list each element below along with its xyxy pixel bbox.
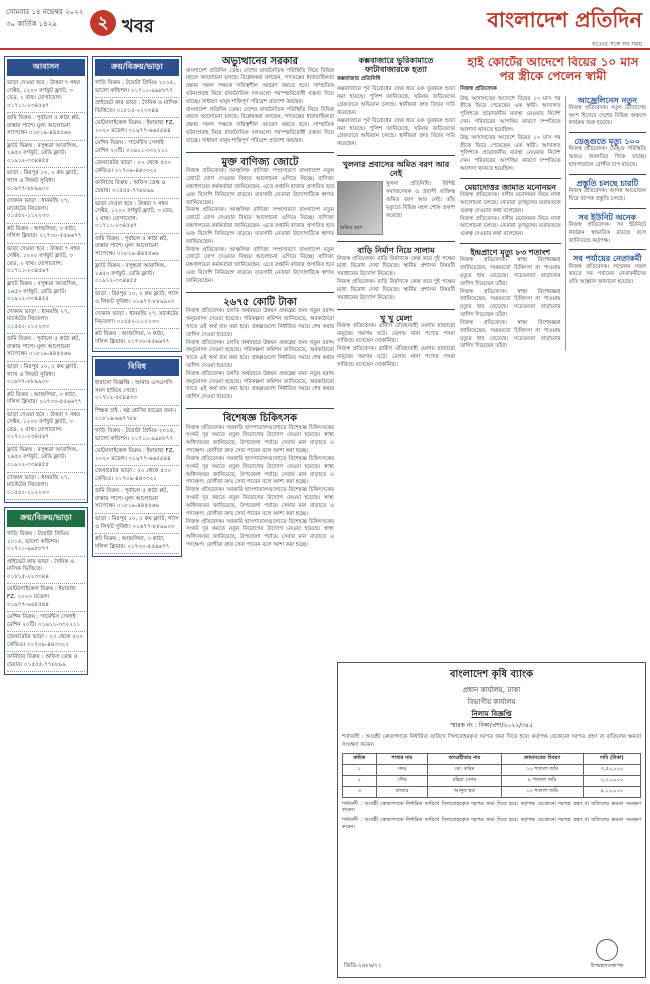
table-header: জামানতের বিবরণ xyxy=(501,753,583,764)
article-body: খুলনা প্রতিনিধি। বিশিষ্ট সমাজসেবক ও প্রবাসী ব্যক্তিত্ব অমিত বরণ আর নেই। তাঁর মৃত্যুতে বিভিন্ন মহল শোক প্রকাশ করেছে। xyxy=(386,181,455,219)
article-body: বাংলাদেশ প্রতিদিন ডেস্ক। দেশের রাজনৈতিক পরিস্থিতি নিয়ে বিভিন্ন মহলে আলোচনা চলছে। বিশ্লেষকরা বলছেন, গণতন্ত্রের ধারাবাহিকতা রক্ষায় সকল পক্ষকে দায়িত্বশীল আচরণ করতে হবে। সাম্প্রতিক ঘটনাপ্রবাহ নিয়ে রাজনৈতিক দলগুলো পরস্পরবিরোধী বক্তব্য দিয়ে যাচ্ছে। সাধারণ মানুষ শান্তিপূর্ণ পরিবেশ প্রত্যাশা করছেন। xyxy=(186,67,334,105)
article-body: নিজস্ব প্রতিবেদক। দলীয় মনোনয়ন নিয়ে নানা আলোচনা চলছে। নেতারা তৃণমূলের মতামতকে গুরুত্ব দেওয়ার কথা বলেছেন। xyxy=(460,215,561,238)
side-headline: ডেঙ্গুতে মৃত্যু ১০০ xyxy=(574,136,640,147)
article-headline: খুলনার প্রবাসের অমিত বরণ আর নেই xyxy=(342,159,450,179)
section-title: খবর xyxy=(122,16,154,37)
classified-column-a xyxy=(4,56,88,976)
article-body: নিজস্ব প্রতিবেদক। সরকারি হাসপাতালগুলোতে বিশেষজ্ঞ চিকিৎসকের সংকট দূর করতে নতুন নিয়োগের উদ্যোগ নেওয়া হয়েছে। স্বাস্থ্য অধিদফতর জানিয়েছে, উপজেলা পর্যায়ে সেবার মান বাড়াতে এ পদক্ষেপ। রোগীরা দ্রুত সেবা পাবেন বলে আশা করা হচ্ছে। xyxy=(186,424,334,455)
signer-title: উপমহাব্যবস্থাপক xyxy=(590,963,624,969)
auction-notice xyxy=(337,662,646,978)
classified-item: ভাড়া : মিরপুর ১০, ২ রুম ফ্ল্যাট, গ্যাস ও লিফট সুবিধা। ০১৬৭৭-৮৮৯৯০০ xyxy=(7,168,85,196)
article-body: নিজস্ব প্রতিবেদক। ডেঙ্গু পরিস্থিতি আরও অবনতির দিকে যাচ্ছে। হাসপাতালে রোগীর চাপ বাড়ছে। xyxy=(568,146,646,169)
article-body: নিজস্ব প্রতিবেদক। আঞ্চলিক বাণিজ্য সম্প্রসারণে বাংলাদেশ নতুন জোটে যোগ দেওয়ার বিষয়ে আলোচনা এগিয়ে নিচ্ছে। বাণিজ্য মন্ত্রণালয়ের কর্মকর্তারা জানিয়েছেন, এতে রপ্তানি বাজার প্রসারিত হবে এবং বিদেশি বিনিয়োগ বাড়বে। ব্যবসায়ী নেতারা উদ্যোগটিকে স্বাগত জানিয়েছেন। xyxy=(186,246,334,284)
classified-item: দোকান ভাড়া : ধানমন্ডি ২৭, মার্কেটের নিচতলা। ০১৫৫২-১১২২৩৩ xyxy=(7,307,85,335)
article-body: নিজস্ব প্রতিবেদক। আঞ্চলিক বাণিজ্য সম্প্রসারণে বাংলাদেশ নতুন জোটে যোগ দেওয়ার বিষয়ে আলোচনা এগিয়ে নিচ্ছে। বাণিজ্য মন্ত্রণালয়ের কর্মকর্তারা জানিয়েছেন, এতে রপ্তানি বাজার প্রসারিত হবে এবং বিদেশি বিনিয়োগ বাড়বে। ব্যবসায়ী নেতারা উদ্যোগটিকে স্বাগত জানিয়েছেন। xyxy=(186,168,334,206)
article-doctors xyxy=(186,413,334,550)
article-headline: মুক্ত বাণিজ্য জোটে xyxy=(221,156,299,168)
table-header: দাবি (টাকা) xyxy=(583,753,640,764)
table-header: শাখার নাম xyxy=(376,753,428,764)
article-body: নিজস্ব প্রতিবেদক। দলীয় মনোনয়ন নিয়ে নানা আলোচনা চলছে। নেতারা তৃণমূলের মতামতকে গুরুত্ব দেওয়ার কথা বলেছেন। xyxy=(460,192,561,214)
classified-item: প্লট বিক্রয় : আশুলিয়া, ৩ কাঠা, দলিল ক্লিয়ার। ০১৭৩০-৫৫৬৬৭৭ xyxy=(95,329,179,349)
table-cell: ১২ শতাংশ জমি xyxy=(501,786,583,797)
article-body: নিজস্ব প্রতিবেদক। বাড়ি নির্মাণকে কেন্দ্র করে দুই পক্ষের মধ্যে বিরোধ দেখা দিয়েছে। স্থানীয় প্রশাসন বিষয়টি সমাধানের উদ্যোগ নিয়েছে। xyxy=(337,255,455,278)
article-body: নিজস্ব প্রতিবেদক। নতুন উদ্যোগের অংশ হিসেবে দেশের বিভিন্ন অঞ্চলে কার্যক্রম শুরু হয়েছে। xyxy=(568,104,646,127)
article-body: নিজস্ব প্রতিবেদক। বাড়ি নির্মাণকে কেন্দ্র করে দুই পক্ষের মধ্যে বিরোধ দেখা দিয়েছে। স্থানীয় প্রশাসন বিষয়টি সমাধানের উদ্যোগ নিয়েছে। xyxy=(337,279,455,301)
seal-icon xyxy=(596,939,618,961)
classified-heading: আবাসন xyxy=(7,59,85,76)
classified-item: ভাড়া : মিরপুর ১০, ২ রুম ফ্ল্যাট, গ্যাস ও লিফট সুবিধা। ০১৬৭৭-৮৮৯৯০০ xyxy=(95,289,179,309)
classified-item: মেশিন বিক্রয় : গার্মেন্টস সেলাই মেশিন ২০টি। ০১৬১১-৩৩২২১১ xyxy=(7,612,85,632)
classified-item: গাড়ি বিক্রয় : টয়োটা প্রিমিও ২০১৫, ভালো কন্ডিশন। ০১৭১১-৯৯৮৮৭৭ xyxy=(7,529,85,557)
article-headline: বাড়ি নির্মাণ নিয়ে সালাম xyxy=(357,245,435,256)
notice-dept: বিভাগীয় কার্যালয় xyxy=(467,698,516,706)
news-column-e xyxy=(460,56,646,656)
article-government xyxy=(186,56,334,146)
notice-terms: শর্তাবলী : আগ্রহী ক্রেতাগণকে নির্ধারিত তারিখে সিলমোহরকৃত দরপত্র জমা দিতে হবে। কর্তৃপক্ষ যেকোনো দরপত্র গ্রহণ বা বাতিলের ক্ষমতা সংরক্ষণ করেন। xyxy=(342,800,641,814)
classified-item: ফ্ল্যাট বিক্রয় : বসুন্ধরা আবাসিক, ১৬৫০ বর্গফুট, রেডি ফ্ল্যাট। ০১৯১২-৩৩৪৪৫৫ xyxy=(95,261,179,289)
classified-box-sale xyxy=(4,507,88,675)
notice-headline: নিলাম বিজ্ঞপ্তি xyxy=(471,710,512,718)
classified-item: জমি বিক্রয় : পূর্বাচল ৫ কাঠা প্লট, রাস্তার পাশে। মূল্য আলোচনা সাপেক্ষে। ০১৮১৯-৪৪৫৫৬৬ xyxy=(7,334,85,362)
article-body: কক্সবাজারে পূর্ব বিরোধের জের ধরে এক যুবককে হত্যা করা হয়েছে। পুলিশ জানিয়েছে, ঘটনায় জড়িতদের গ্রেফতারে অভিযান চলছে। স্থানীয়রা দ্রুত বিচার দাবি করেছেন। xyxy=(337,86,455,116)
notice-table xyxy=(342,753,641,798)
notice-office: প্রধান কার্যালয়, ঢাকা xyxy=(462,686,521,694)
classified-column-b xyxy=(92,56,182,976)
classified-item: প্লট বিক্রয় : আশুলিয়া, ৩ কাঠা, দলিল ক্লিয়ার। ০১৭৩০-৫৫৬৬৭৭ xyxy=(95,534,179,554)
classified-item: প্লট বিক্রয় : আশুলিয়া, ৩ কাঠা, দলিল ক্লিয়ার। ০১৭৩০-৫৫৬৬৭৭ xyxy=(7,390,85,410)
article-trade xyxy=(186,157,334,286)
notice-org: বাংলাদেশ কৃষি ব্যাংক xyxy=(449,669,534,680)
table-header: ক্রমিক xyxy=(343,753,377,764)
article-headline: ইন্দ্রপ্রাণে মৃত্যু ৮৩ শতাংশ xyxy=(470,247,551,258)
classified-item: গাড়ি বিক্রয় : টয়োটা প্রিমিও ২০১৫, ভালো কন্ডিশন। ০১৭১১-৯৯৮৮৭৭ xyxy=(95,426,179,446)
classified-item: ফার্নিচার বিক্রয় : অফিস ডেস্ক ও চেয়ার। ০১৫৫৫-৭৭৮৮৯৯ xyxy=(7,652,85,672)
classified-item: ফ্ল্যাট বিক্রয় : বসুন্ধরা আবাসিক, ১৬৫০ বর্গফুট, রেডি ফ্ল্যাট। ০১৯১২-৩৩৪৪৫৫ xyxy=(7,141,85,169)
article-body: নিজস্ব প্রতিবেদক। সরকারি হাসপাতালগুলোতে বিশেষজ্ঞ চিকিৎসকের সংকট দূর করতে নতুন নিয়োগের উদ্যোগ নেওয়া হয়েছে। স্বাস্থ্য অধিদফতর জানিয়েছে, উপজেলা পর্যায়ে সেবার মান বাড়াতে এ পদক্ষেপ। রোগীরা দ্রুত সেবা পাবেন বলে আশা করা হচ্ছে। xyxy=(186,487,334,517)
article-body: নিজস্ব প্রতিবেদক। গ্রামীণ ঐতিহ্যবাহী মেলায় হাজারো মানুষের সমাগম ঘটে। মেলায় নানা পণ্যের পসরা সাজিয়ে বসেছেন দোকানিরা। xyxy=(337,346,455,368)
classified-item: জেনারেটর ভাড়া : ২০ থেকে ৫০০ কেভিএ। ০১৭০৯-৪৪৩৩২২ xyxy=(95,158,179,178)
article-headline: মেয়াদোত্তর জামাত মনোনয়ন xyxy=(464,181,557,192)
notice-reference: স্মারক নং : বিকা/প্রশা/২০২২/৩৪৫ xyxy=(450,722,533,729)
table-cell: ৩,৫০,০০০ xyxy=(583,764,640,775)
article-body: নিজস্ব প্রতিবেদক। স্বাস্থ্য বিশেষজ্ঞরা জানিয়েছেন, সময়মতো চিকিৎসা না পাওয়ায় মৃত্যুর হার বেড়েছে। সচেতনতা বাড়ানোর তাগিদ দিয়েছেন তাঁরা। xyxy=(460,257,561,287)
notice-terms: শর্তাবলী : আগ্রহী ক্রেতাগণকে নির্ধারিত তারিখে সিলমোহরকৃত দরপত্র জমা দিতে হবে। কর্তৃপক্ষ যেকোনো দরপত্র গ্রহণ বা বাতিলের ক্ষমতা সংরক্ষণ করেন। xyxy=(342,817,641,830)
classified-item: ফ্ল্যাট বিক্রয় : বসুন্ধরা আবাসিক, ১৬৫০ বর্গফুট, রেডি ফ্ল্যাট। ০১৯১২-৩৩৪৪৫৫ xyxy=(7,445,85,473)
logo-tagline: সত্যের সঙ্গে সব সময় xyxy=(591,41,642,48)
article-body: নিজস্ব প্রতিবেদক। চলতি অর্থবছরে উন্নয়ন প্রকল্পের জন্য নতুন বরাদ্দ অনুমোদন দেওয়া হয়েছে। পরিকল্পনা কমিশন জানিয়েছে, অবকাঠামো খাতে এই অর্থ ব্যয় করা হবে। প্রকল্পগুলো নির্ধারিত সময়ে শেষ করার তাগিদ দেওয়া হয়েছে। xyxy=(186,308,334,338)
classified-item: দোকান ভাড়া : ধানমন্ডি ২৭, মার্কেটের নিচতলা। ০১৫৫২-১১২২৩৩ xyxy=(7,473,85,501)
table-header-row xyxy=(343,753,641,764)
table-row xyxy=(343,786,641,797)
article-byline: কক্সবাজার প্রতিনিধি xyxy=(337,76,381,83)
table-cell: বাজার xyxy=(376,786,428,797)
article-body: নিজস্ব প্রতিবেদক। আঞ্চলিক বাণিজ্য সম্প্রসারণে বাংলাদেশ নতুন জোটে যোগ দেওয়ার বিষয়ে আলোচনা এগিয়ে নিচ্ছে। বাণিজ্য মন্ত্রণালয়ের কর্মকর্তারা জানিয়েছেন, এতে রপ্তানি বাজার প্রসারিত হবে এবং বিদেশি বিনিয়োগ বাড়বে। ব্যবসায়ী নেতারা উদ্যোগটিকে স্বাগত জানিয়েছেন। xyxy=(186,207,334,245)
classified-item: হারানো বিজ্ঞপ্তি : আমার এসএসসি সনদ হারিয়ে গেছে। ০১৭১২-৫৫৪৪৩৩ xyxy=(95,378,179,406)
article-body: নিজস্ব প্রতিবেদক। চলতি অর্থবছরে উন্নয়ন প্রকল্পের জন্য নতুন বরাদ্দ অনুমোদন দেওয়া হয়েছে। পরিকল্পনা কমিশন জানিয়েছে, অবকাঠামো খাতে এই অর্থ ব্যয় করা হবে। প্রকল্পগুলো নির্ধারিত সময়ে শেষ করার তাগিদ দেওয়া হয়েছে। xyxy=(186,339,334,369)
issue-date-bangla: ৩০ কার্তিক ১৪২৯ xyxy=(6,20,57,28)
classified-item: ভাড়া : মিরপুর ১০, ২ রুম ফ্ল্যাট, গ্যাস ও লিফট সুবিধা। ০১৬৭৭-৮৮৯৯০০ xyxy=(7,362,85,390)
article-body: নিজস্ব প্রতিবেদক। চলতি অর্থবছরে উন্নয়ন প্রকল্পের জন্য নতুন বরাদ্দ অনুমোদন দেওয়া হয়েছে। পরিকল্পনা কমিশন জানিয়েছে, অবকাঠামো খাতে এই অর্থ ব্যয় করা হবে। প্রকল্পগুলো নির্ধারিত সময়ে শেষ করার তাগিদ দেওয়া হয়েছে। xyxy=(186,370,334,401)
article-obituary xyxy=(337,160,455,235)
article-body: নিজস্ব প্রতিবেদক। স্বাস্থ্য বিশেষজ্ঞরা জানিয়েছেন, সময়মতো চিকিৎসা না পাওয়ায় মৃত্যুর হার বেড়েছে। সচেতনতা বাড়ানোর তাগিদ দিয়েছেন তাঁরা। xyxy=(460,288,561,319)
classified-item: ভাড়া দেওয়া হবে : উত্তরা ৭ নম্বর সেক্টর, ১২০০ বর্গফুট ফ্ল্যাট, ৩ বেড, ২ বাথ। যোগাযোগ: ০১৭১১-২৩৪৫৬৭ xyxy=(7,244,85,279)
article-coxsbazar xyxy=(337,56,455,149)
classified-item: দোকান ভাড়া : ধানমন্ডি ২৭, মার্কেটের নিচতলা। ০১৫৫২-১১২২৩৩ xyxy=(95,309,179,329)
classified-item: প্রাইভেট কার ভাড়া : দৈনিক ও মাসিক ভিত্তিতে। ০১৮১৫-২২৩৩৪৪ xyxy=(7,557,85,585)
lead-headline: হাই কোর্টের আদেশে বিয়ের ১০ মাস পর স্ত্রীকে পেলেন স্বামী xyxy=(467,56,639,83)
side-headline: প্রস্তুতি চলছে চারটি xyxy=(576,177,639,188)
article-fair xyxy=(337,314,455,370)
newspaper-logo xyxy=(442,4,642,50)
classified-heading: বিবিধ xyxy=(95,359,179,376)
side-headline: সব পর্যায়ের নেতাকর্মী xyxy=(572,253,642,264)
classified-item: মোটরসাইকেল বিক্রয় : ইয়ামাহা FZ, ২০২০ মডেল। ০১৯৭৭-৬৬৫৫৪৪ xyxy=(95,446,179,466)
article-budget xyxy=(186,297,334,402)
classified-item: জমি বিক্রয় : পূর্বাচল ৫ কাঠা প্লট, রাস্তার পাশে। মূল্য আলোচনা সাপেক্ষে। ০১৮১৯-৪৪৫৫৬৬ xyxy=(95,486,179,514)
classified-item: গাড়ি বিক্রয় : টয়োটা প্রিমিও ২০১৫, ভালো কন্ডিশন। ০১৭১১-৯৯৮৮৭৭ xyxy=(95,78,179,98)
classified-item: জেনারেটর ভাড়া : ২০ থেকে ৫০০ কেভিএ। ০১৭০৯-৪৪৩৩২২ xyxy=(7,632,85,652)
news-column-c xyxy=(186,56,334,976)
table-row xyxy=(343,775,641,786)
classified-heading: ক্রয়/বিক্রয়/ভাড়া xyxy=(7,510,85,527)
table-cell: ৩ xyxy=(343,786,377,797)
notice-footnote: শর্তাবলী : আগ্রহী ক্রেতাগণকে নির্ধারিত তারিখে সিলমোহরকৃত দরপত্র জমা দিতে হবে। কর্তৃপক্ষ যেকোনো দরপত্র গ্রহণ বা বাতিলের ক্ষমতা সংরক্ষণ করেন। xyxy=(342,734,641,748)
article-body: উচ্চ আদালতের আদেশে বিয়ের ১০ মাস পর স্ত্রীকে ফিরে পেয়েছেন এক স্বামী। আদালত পুলিশকে প্রয়োজনীয় ব্যবস্থা নেওয়ার নির্দেশ দেন। পরিবারের আপত্তির কারণে দম্পতিকে আলাদা থাকতে হয়েছিল। xyxy=(460,134,561,173)
portrait-photo xyxy=(337,181,383,235)
article-body: নিজস্ব প্রতিবেদক। সম্মেলন সফল করতে সব পর্যায়ের নেতাকর্মীদের প্রতি আহ্বান জানানো হয়েছে। xyxy=(568,263,646,286)
classified-item: মোটরসাইকেল বিক্রয় : ইয়ামাহা FZ, ২০২০ মডেল। ০১৯৭৭-৬৬৫৫৪৪ xyxy=(7,584,85,612)
article-body: কক্সবাজারে পূর্ব বিরোধের জের ধরে এক যুবককে হত্যা করা হয়েছে। পুলিশ জানিয়েছে, ঘটনায় জড়িতদের গ্রেফতারে অভিযান চলছে। স্থানীয়রা দ্রুত বিচার দাবি করেছেন। xyxy=(337,117,455,148)
photo-caption: অমিত বরণ xyxy=(340,225,363,232)
classified-item: ভাড়া দেওয়া হবে : উত্তরা ৭ নম্বর সেক্টর, ১২০০ বর্গফুট ফ্ল্যাট, ৩ বেড, ২ বাথ। যোগাযোগ: ০১৭১১-২৩৪৫৬৭ xyxy=(7,78,85,113)
classified-item: জেনারেটর ভাড়া : ২০ থেকে ৫০০ কেভিএ। ০১৭০৯-৪৪৩৩২২ xyxy=(95,466,179,486)
article-headline: ২৬৭৫ কোটি টাকা xyxy=(223,296,297,308)
table-cell: ২,২০,০০০ xyxy=(583,775,640,786)
table-cell: ১০ শতাংশ জমি xyxy=(501,764,583,775)
classified-box-vehicles xyxy=(92,56,182,352)
classified-item: প্লট বিক্রয় : আশুলিয়া, ৩ কাঠা, দলিল ক্লিয়ার। ০১৭৩০-৫৫৬৬৭৭ xyxy=(7,224,85,244)
classified-item: মোটরসাইকেল বিক্রয় : ইয়ামাহা FZ, ২০২০ মডেল। ০১৯৭৭-৬৬৫৫৪৪ xyxy=(95,118,179,138)
article-headline: কক্সবাজারে ভুরিকামাতে ফাটাবাজারকে হত্যা xyxy=(358,56,434,75)
table-cell: ২ xyxy=(343,775,377,786)
article-body: নিজস্ব প্রতিবেদক। গ্রামীণ ঐতিহ্যবাহী মেলায় হাজারো মানুষের সমাগম ঘটে। মেলায় নানা পণ্যের পসরা সাজিয়ে বসেছেন দোকানিরা। xyxy=(337,322,455,345)
classified-item: দোকান ভাড়া : ধানমন্ডি ২৭, মার্কেটের নিচতলা। ০১৫৫২-১১২২৩৩ xyxy=(7,196,85,224)
classified-item: ফার্নিচার বিক্রয় : অফিস ডেস্ক ও চেয়ার। ০১৫৫৫-৭৭৮৮৯৯ xyxy=(95,178,179,198)
classified-item: জমি বিক্রয় : পূর্বাচল ৫ কাঠা প্লট, রাস্তার পাশে। মূল্য আলোচনা সাপেক্ষে। ০১৮১৯-৪৪৫৫৬৬ xyxy=(95,234,179,262)
article-headline: বিশেষজ্ঞ চিকিৎসক xyxy=(223,413,297,425)
notice-code: জিডি-২৬৮৬/২২ xyxy=(344,963,382,969)
side-headline: সব ইউনিট অনেক xyxy=(578,211,637,222)
article-byline: নিজস্ব প্রতিবেদক xyxy=(460,85,497,92)
classified-item: ফ্ল্যাট বিক্রয় : বসুন্ধরা আবাসিক, ১৬৫০ বর্গফুট, রেডি ফ্ল্যাট। ০১৯১২-৩৩৪৪৫৫ xyxy=(7,279,85,307)
table-cell: রহিমা বেগম xyxy=(428,775,502,786)
table-cell: আব্দুল হক xyxy=(428,786,502,797)
article-body: বাংলাদেশ প্রতিদিন ডেস্ক। দেশের রাজনৈতিক পরিস্থিতি নিয়ে বিভিন্ন মহলে আলোচনা চলছে। বিশ্লেষকরা বলছেন, গণতন্ত্রের ধারাবাহিকতা রক্ষায় সকল পক্ষকে দায়িত্বশীল আচরণ করতে হবে। সাম্প্রতিক ঘটনাপ্রবাহ নিয়ে রাজনৈতিক দলগুলো পরস্পরবিরোধী বক্তব্য দিয়ে যাচ্ছে। সাধারণ মানুষ শান্তিপূর্ণ পরিবেশ প্রত্যাশা করছেন। xyxy=(186,106,334,144)
classified-item: জমি বিক্রয় : পূর্বাচল ৫ কাঠা প্লট, রাস্তার পাশে। মূল্য আলোচনা সাপেক্ষে। ০১৮১৯-৪৪৫৫৬৬ xyxy=(7,113,85,141)
article-body: নিজস্ব প্রতিবেদক। আসন্ন আয়োজন ঘিরে ব্যাপক প্রস্তুতি চলছে। xyxy=(568,188,646,202)
news-column-d xyxy=(337,56,455,656)
table-header: ঋণগ্রহীতার নাম xyxy=(428,753,502,764)
article-body: নিজস্ব প্রতিবেদক। সব ইউনিটে কার্যক্রম স্বাভাবিক রয়েছে বলে জানিয়েছে কর্তৃপক্ষ। xyxy=(568,221,646,244)
classified-item: ভাড়া দেওয়া হবে : উত্তরা ৭ নম্বর সেক্টর, ১২০০ বর্গফুট ফ্ল্যাট, ৩ বেড, ২ বাথ। যোগাযোগ: ০১৭১১-২৩৪৫৬৭ xyxy=(7,410,85,445)
issue-date: সোমবার ১৪ নভেম্বর ২০২২ xyxy=(6,8,84,16)
article-body: উচ্চ আদালতের আদেশে বিয়ের ১০ মাস পর স্ত্রীকে ফিরে পেয়েছেন এক স্বামী। আদালত পুলিশকে প্রয়োজনীয় ব্যবস্থা নেওয়ার নির্দেশ দেন। পরিবারের আপত্তির কারণে দম্পতিকে আলাদা থাকতে হয়েছিল। xyxy=(460,95,561,133)
classified-item: প্রাইভেট কার ভাড়া : দৈনিক ও মাসিক ভিত্তিতে। ০১৮১৫-২২৩৩৪৪ xyxy=(95,98,179,118)
notice-signature xyxy=(577,939,637,971)
classified-item: ভাড়া : মিরপুর ১০, ২ রুম ফ্ল্যাট, গ্যাস ও লিফট সুবিধা। ০১৬৭৭-৮৮৯৯০০ xyxy=(95,514,179,534)
classified-heading: ক্রয়/বিক্রয়/ভাড়া xyxy=(95,59,179,76)
table-cell: ১ xyxy=(343,764,377,775)
article-headline: খু খু মেলা xyxy=(379,312,413,323)
article-headline: অভ্যুত্থানের সরকার xyxy=(221,56,299,67)
article-lead xyxy=(460,56,646,351)
page-number-badge: ২ xyxy=(90,10,116,36)
article-body: নিজস্ব প্রতিবেদক। স্বাস্থ্য বিশেষজ্ঞরা জানিয়েছেন, সময়মতো চিকিৎসা না পাওয়ায় মৃত্যুর হার বেড়েছে। সচেতনতা বাড়ানোর তাগিদ দিয়েছেন তাঁরা। xyxy=(460,319,561,350)
side-headline: আজ্রেলিনেস নতুন xyxy=(577,94,638,105)
logo-text: বাংলাদেশ প্রতিদিন xyxy=(487,7,642,32)
article-body: নিজস্ব প্রতিবেদক। সরকারি হাসপাতালগুলোতে বিশেষজ্ঞ চিকিৎসকের সংকট দূর করতে নতুন নিয়োগের উদ্যোগ নেওয়া হয়েছে। স্বাস্থ্য অধিদফতর জানিয়েছে, উপজেলা পর্যায়ে সেবার মান বাড়াতে এ পদক্ষেপ। রোগীরা দ্রুত সেবা পাবেন বলে আশা করা হচ্ছে। xyxy=(186,455,334,486)
masthead xyxy=(0,0,650,50)
article-house xyxy=(337,246,455,302)
table-row xyxy=(343,764,641,775)
table-cell: মো. করিম xyxy=(428,764,502,775)
table-cell: সদর xyxy=(376,764,428,775)
classified-box-misc xyxy=(92,356,182,557)
classified-box-housing xyxy=(4,56,88,503)
table-cell: ৪,১০,০০০ xyxy=(583,786,640,797)
classified-item: মেশিন বিক্রয় : গার্মেন্টস সেলাই মেশিন ২০টি। ০১৬১১-৩৩২২১১ xyxy=(95,138,179,158)
table-cell: পৌর xyxy=(376,775,428,786)
article-body: নিজস্ব প্রতিবেদক। সরকারি হাসপাতালগুলোতে বিশেষজ্ঞ চিকিৎসকের সংকট দূর করতে নতুন নিয়োগের উদ্যোগ নেওয়া হয়েছে। স্বাস্থ্য অধিদফতর জানিয়েছে, উপজেলা পর্যায়ে সেবার মান বাড়াতে এ পদক্ষেপ। রোগীরা দ্রুত সেবা পাবেন বলে আশা করা হচ্ছে। xyxy=(186,518,334,549)
classified-item: ভাড়া দেওয়া হবে : উত্তরা ৭ নম্বর সেক্টর, ১২০০ বর্গফুট ফ্ল্যাট, ৩ বেড, ২ বাথ। যোগাযোগ: ০১৭১১-২৩৪৫৬৭ xyxy=(95,199,179,234)
classified-item: শিক্ষক চাই : ষষ্ঠ শ্রেণির ছাত্রের জন্য। ০১৮১৬-৬৬৭৭৮৮ xyxy=(95,406,179,426)
table-cell: ৮ শতাংশ জমি xyxy=(501,775,583,786)
